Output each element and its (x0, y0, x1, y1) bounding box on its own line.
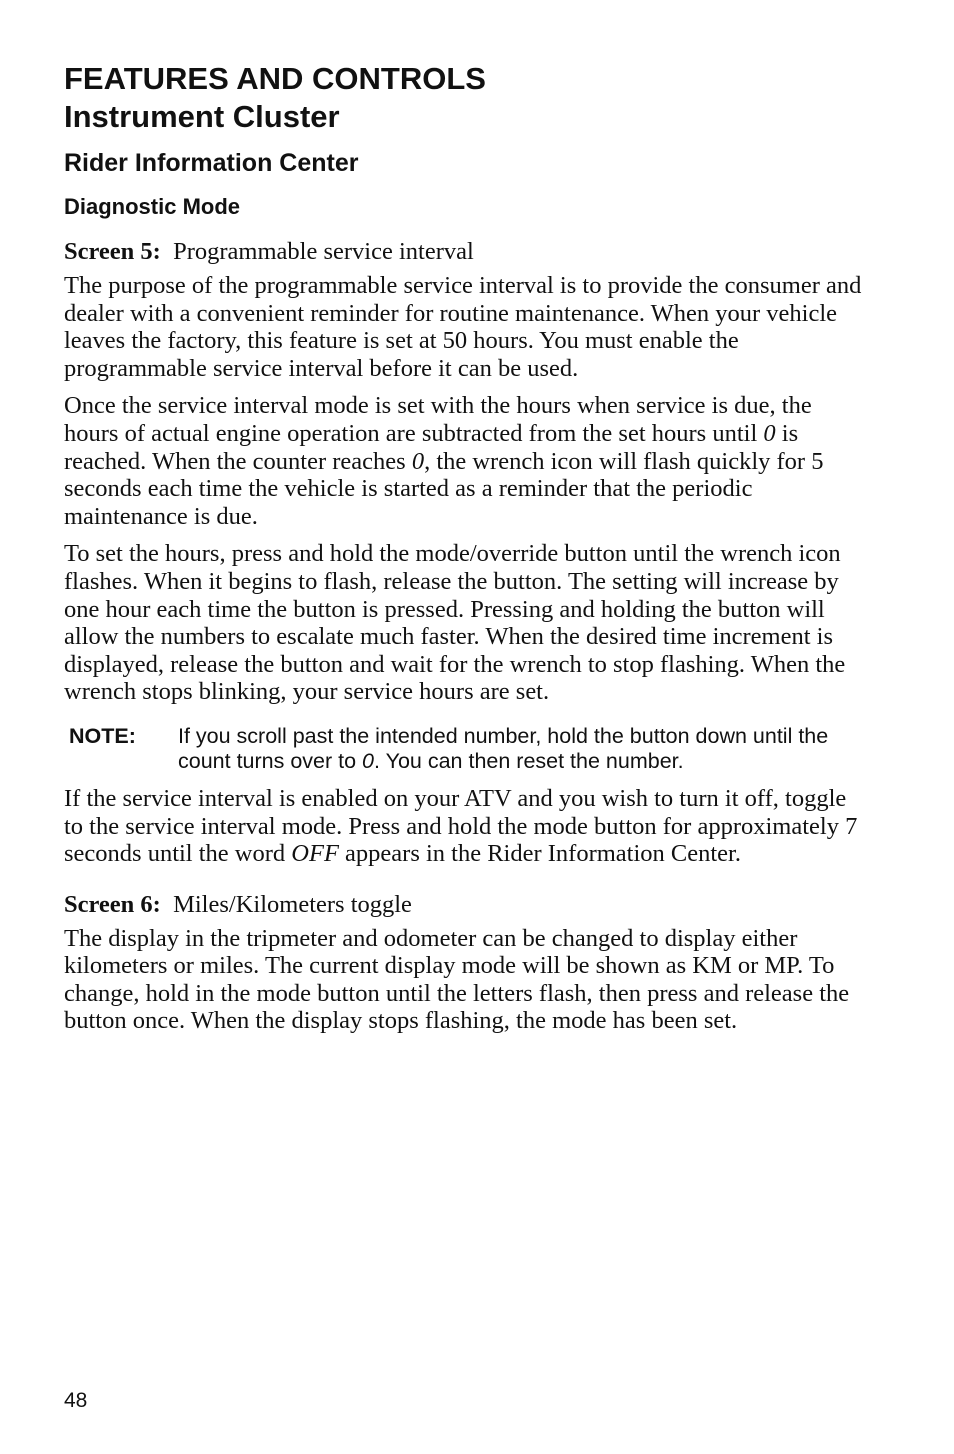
note-text-1: If you scroll past the intended number, hold the button down until the count turns over to (178, 723, 829, 774)
p2-text-1: Once the service interval mode is set with the hours when service is due, the hours of actual engine operation are subtracted from the set hours until (64, 392, 812, 447)
p2-text-3: , the wrench icon will flash quickly for 5 seconds each time the vehicle is started as a reminder that the periodic maintenance is due. (64, 447, 824, 530)
p4-text-1: If the service interval is enabled on your ATV and you wish to turn it off, toggle to the service interval mode. Press and hold the mode button for approximately 7 seconds until the word (64, 784, 858, 868)
note-zero: 0 (362, 749, 375, 774)
p4-text-2: appears in the Rider Information Center. (338, 840, 741, 868)
subsection-title: Instrument Cluster (64, 99, 340, 134)
screen5-paragraph-2 (64, 392, 864, 530)
note-block (69, 724, 864, 775)
section-title: FEATURES AND CONTROLS (64, 61, 486, 96)
screen6-title: Miles/Kilometers toggle (173, 890, 412, 918)
screen6-heading (64, 890, 864, 919)
note-label: NOTE: (69, 723, 136, 748)
screen5-heading (64, 237, 864, 266)
subheading-diagnostic-mode: Diagnostic Mode (64, 194, 241, 219)
p4-off-word: OFF (291, 840, 339, 868)
manual-page (64, 60, 864, 1035)
screen5-paragraph-3: To set the hours, press and hold the mode/override button until the wrench icon flashes. When it begins to flash, release the button. The setting will increase by one hour each time the button is pressed. Pressing and holding the button will allow the numbers to escalate much faster. When the desired time increment is displayed, release the button and wait for the wrench to stop flashing. When the wrench stops blinking, your service hours are set. (64, 540, 846, 706)
screen5-label: Screen 5: (64, 238, 161, 265)
heading-rider-information-center: Rider Information Center (64, 149, 359, 177)
note-text (178, 724, 864, 775)
p2-zero-1: 0 (763, 419, 776, 447)
page-number: 48 (64, 1389, 88, 1412)
p2-zero-2: 0 (411, 447, 425, 475)
screen5-paragraph-4 (64, 785, 864, 868)
screen5-title: Programmable service interval (173, 238, 474, 265)
p2-text-2: is reached. When the counter reaches (64, 419, 799, 475)
screen6-label: Screen 6: (64, 890, 161, 918)
screen5-paragraph-1: The purpose of the programmable service interval is to provide the consumer and dealer with a convenient reminder for routine maintenance. When your vehicle leaves the factory, this feature is set at 50 hours. You must enable the programmable service interval before it can be used. (64, 272, 862, 382)
screen6-paragraph-1: The display in the tripmeter and odometer can be changed to display either kilometers or miles. The current display mode will be shown as KM or MP. To change, hold in the mode button until the letters flash, then press and release the button once. When the display stops flashing, the mode has been set. (64, 924, 850, 1035)
note-text-2: . You can then reset the number. (374, 749, 684, 774)
